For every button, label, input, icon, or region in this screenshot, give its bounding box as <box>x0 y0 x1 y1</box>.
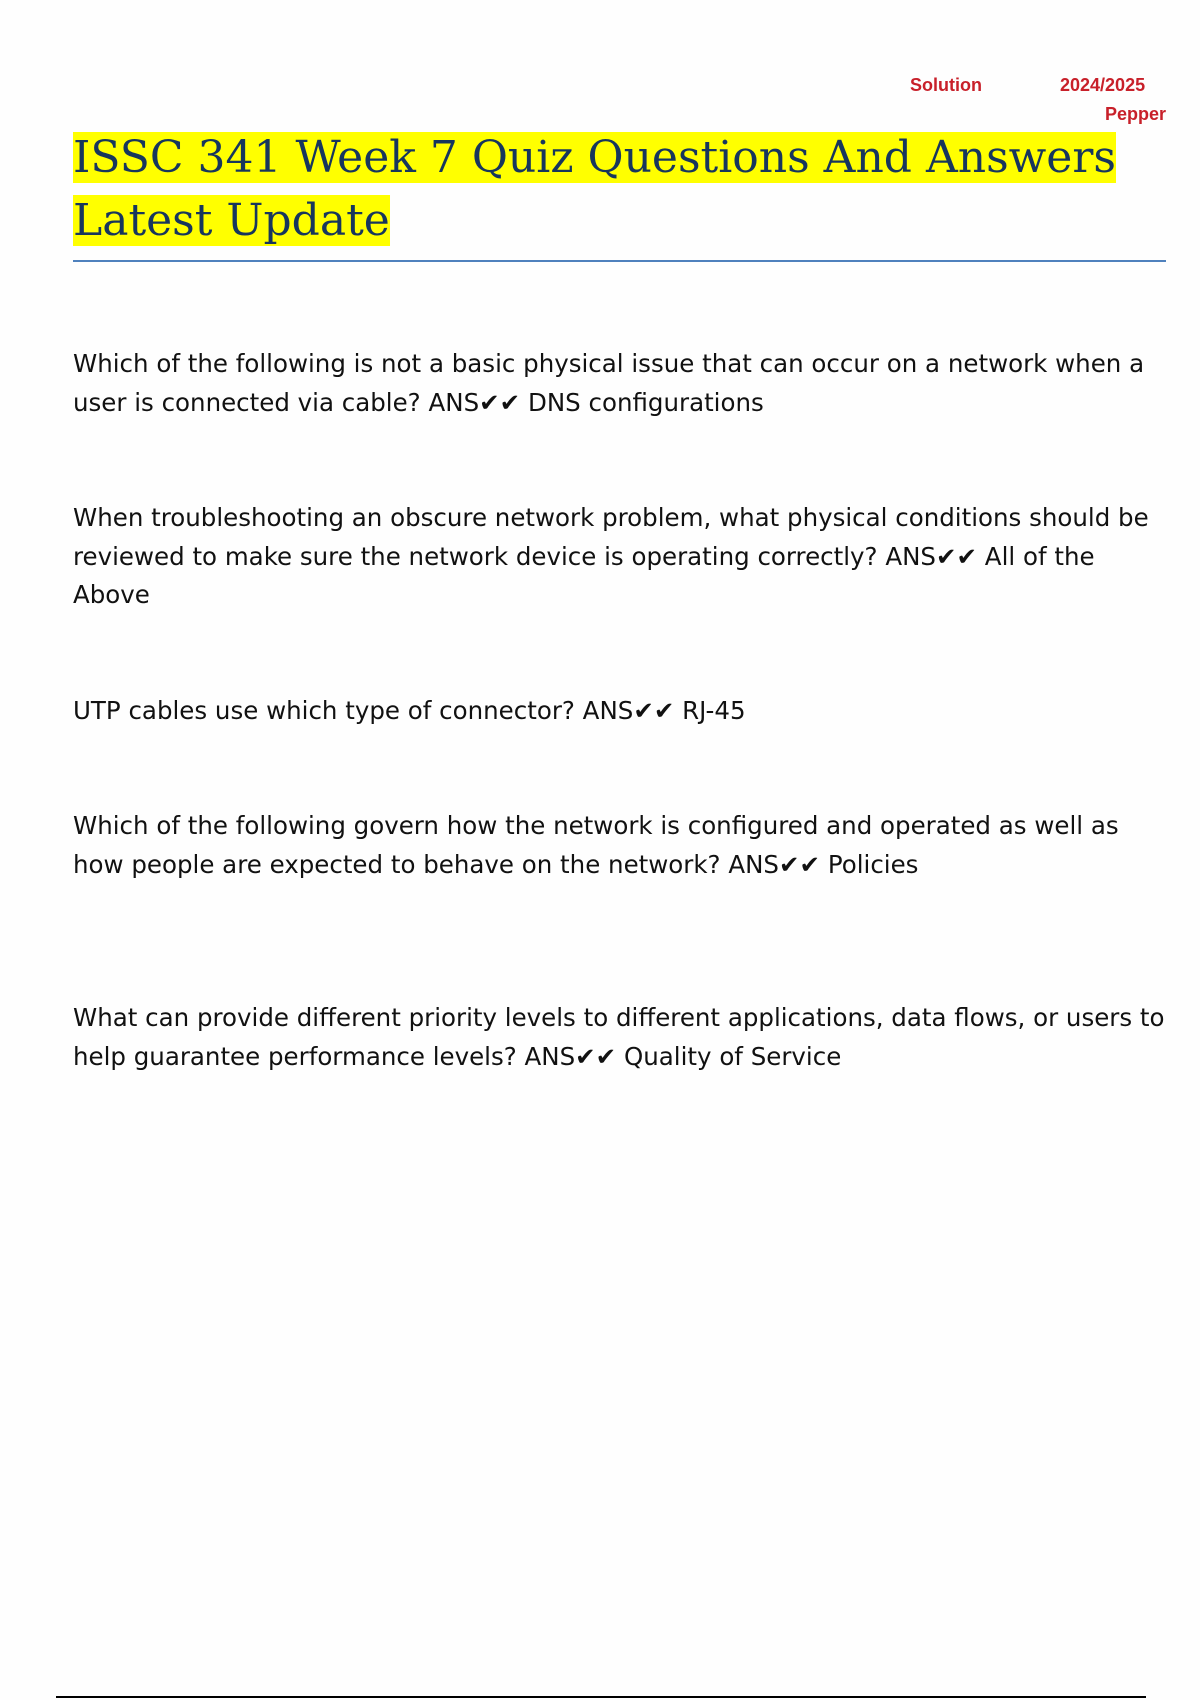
title-divider <box>73 260 1166 262</box>
qa-item: When troubleshooting an obscure network problem, what physical conditions should be reviewed to make sure the network device is operating correctly? ANS✔✔ All of the Above <box>73 503 1149 609</box>
footer-divider <box>56 1696 1146 1698</box>
qa-item: UTP cables use which type of connector? ANS✔✔ RJ-45 <box>73 696 746 725</box>
document-title-text: ISSC 341 Week 7 Quiz Questions And Answers Latest Update <box>73 132 1116 246</box>
header-year: 2024/2025 <box>1060 75 1146 95</box>
header-label: Solution <box>910 75 982 95</box>
qa-item: Which of the following is not a basic physical issue that can occur on a network when a user is connected via cable? ANS✔✔ DNS configurations <box>73 349 1145 417</box>
document-title <box>73 126 1173 252</box>
qa-item: Which of the following govern how the network is configured and operated as well as how people are expected to behave on the network? ANS✔✔ Policies <box>73 811 1119 879</box>
qa-item: What can provide different priority levels to different applications, data flows, or users to help guarantee performance levels? ANS✔✔ Quality of Service <box>73 1003 1165 1071</box>
header-author: Pepper <box>1104 104 1166 124</box>
